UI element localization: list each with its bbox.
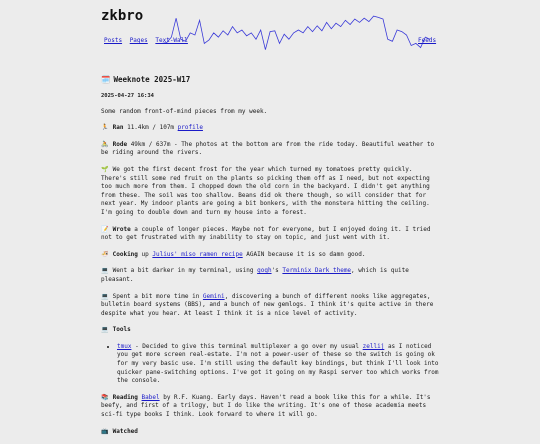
gemini-pre: Spent a bit more time in	[109, 292, 203, 300]
feeds-link-wrap	[418, 37, 436, 44]
ramen-recipe-link[interactable]: Julius' miso ramen recipe	[152, 250, 243, 258]
laptop-icon: 💻	[101, 326, 109, 334]
activity-sparkline	[160, 12, 432, 58]
cooking-paragraph	[101, 251, 439, 260]
tools-item-pre: - Decided to give this terminal multiplexer a go over my usual	[131, 342, 363, 350]
seedling-icon: 🌱	[101, 165, 109, 173]
post-intro: Some random front-of-mind pieces from my week.	[101, 107, 268, 115]
nav-posts[interactable]: Posts	[104, 37, 123, 44]
garden-paragraph	[101, 166, 439, 218]
gemini-link[interactable]: Gemini	[202, 292, 225, 300]
terminal-mid: 's	[271, 267, 283, 275]
post-title	[101, 75, 439, 84]
gemini-post: , discovering a bunch of different nooks like aggregates, bulletin board systems (BBS), and a bunch of new gemlogs. I think it's quite active in there despite what you hear. At least I think it is a nice level of activity.	[101, 292, 434, 317]
zellij-link[interactable]: zellij	[362, 342, 385, 350]
laptop-icon: 💻	[101, 292, 109, 300]
watched-label: Watched	[112, 427, 138, 435]
reading-label: Reading	[112, 393, 138, 401]
post-content	[101, 75, 439, 444]
cyclist-icon: 🚴	[101, 140, 109, 148]
nav-text-wall[interactable]: Text-Wall	[155, 37, 188, 44]
wrote-text: a couple of longer pieces. Maybe not for everyone, but I enjoyed doing it. I tried not to get frustrated with my inability to stay on topic, and just went with it.	[101, 225, 431, 242]
watched-heading	[101, 428, 439, 437]
wrote-paragraph	[101, 226, 439, 243]
gemini-paragraph	[101, 293, 439, 319]
reading-post: by R.F. Kuang. Early days. Haven't read a book like this for a while. It's beefy, and first of a trilogy, but I do like the writing. It's one of those academia meets sci-fi type books I think. Look forward to where it will go.	[101, 393, 431, 419]
calendar-icon: 🗓️	[101, 75, 111, 84]
laptop-icon: 💻	[101, 267, 109, 275]
post-title-text: Weeknote 2025-W17	[113, 75, 191, 84]
nav-pages[interactable]: Pages	[129, 37, 148, 44]
rode-text: 49km / 637m - The photos at the bottom are from the ride today. Beautiful weather to be riding around the rivers.	[101, 140, 435, 157]
cooking-post: AGAIN because it is so damn good.	[242, 250, 366, 258]
terminal-paragraph	[101, 267, 439, 284]
list-item	[117, 343, 439, 386]
ran-text: 11.4km / 107m	[123, 124, 178, 132]
ran-paragraph	[101, 124, 439, 133]
garden-text: We got the first decent frost for the year which turned my tomatoes pretty quickly. There's still some red fruit on the plants so picking them off as I need, but not expecting too much more from them. I chopped down the old corn in the backyard. I didn't get anything from these. The soil was too shallow. Beans did ok there though, so will consider that for next year. My indoor plants are going a bit bonkers, with the monstera hitting the ceiling. I'm going to double down and turn my house into a forest.	[101, 165, 430, 216]
reading-paragraph	[101, 394, 439, 420]
runner-icon: 🏃	[101, 124, 109, 132]
rode-label: Rode	[112, 140, 128, 148]
tools-list	[101, 343, 439, 386]
ran-label: Ran	[112, 124, 124, 132]
babel-link[interactable]: Babel	[141, 393, 160, 401]
tools-heading	[101, 326, 439, 335]
memo-icon: 📝	[101, 225, 109, 233]
tools-label: Tools	[112, 326, 131, 334]
terminal-post: , which is quite pleasant.	[101, 267, 409, 283]
post-date: 2025-04-27 16:34	[101, 93, 154, 99]
tv-icon: 📺	[101, 427, 109, 435]
gogh-link[interactable]: gogh	[257, 267, 272, 275]
ramen-icon: 🍜	[101, 250, 109, 258]
terminix-theme-link[interactable]: Terminix Dark theme	[282, 267, 352, 275]
cooking-label: Cooking	[112, 250, 138, 258]
profile-link[interactable]: profile	[177, 124, 203, 132]
site-nav	[104, 37, 192, 44]
nav-feeds[interactable]: Feeds	[418, 37, 437, 44]
rode-paragraph	[101, 141, 439, 158]
wrote-label: Wrote	[112, 225, 131, 233]
tmux-link[interactable]: tmux	[117, 342, 132, 350]
books-icon: 📚	[101, 393, 109, 401]
cooking-pre: up	[137, 250, 153, 258]
terminal-pre: Went a bit darker in my terminal, using	[109, 267, 258, 275]
site-title[interactable]: zkbro	[101, 8, 144, 24]
tools-item-post: as I noticed you get more screen real-estate. I'm not a power-user of these so the switch is going ok for my very basic use. I'm still using the default key bindings, but think I'll look into quicker pane-switching options. I've got it going on my Raspi server too which works from the console.	[117, 342, 439, 385]
